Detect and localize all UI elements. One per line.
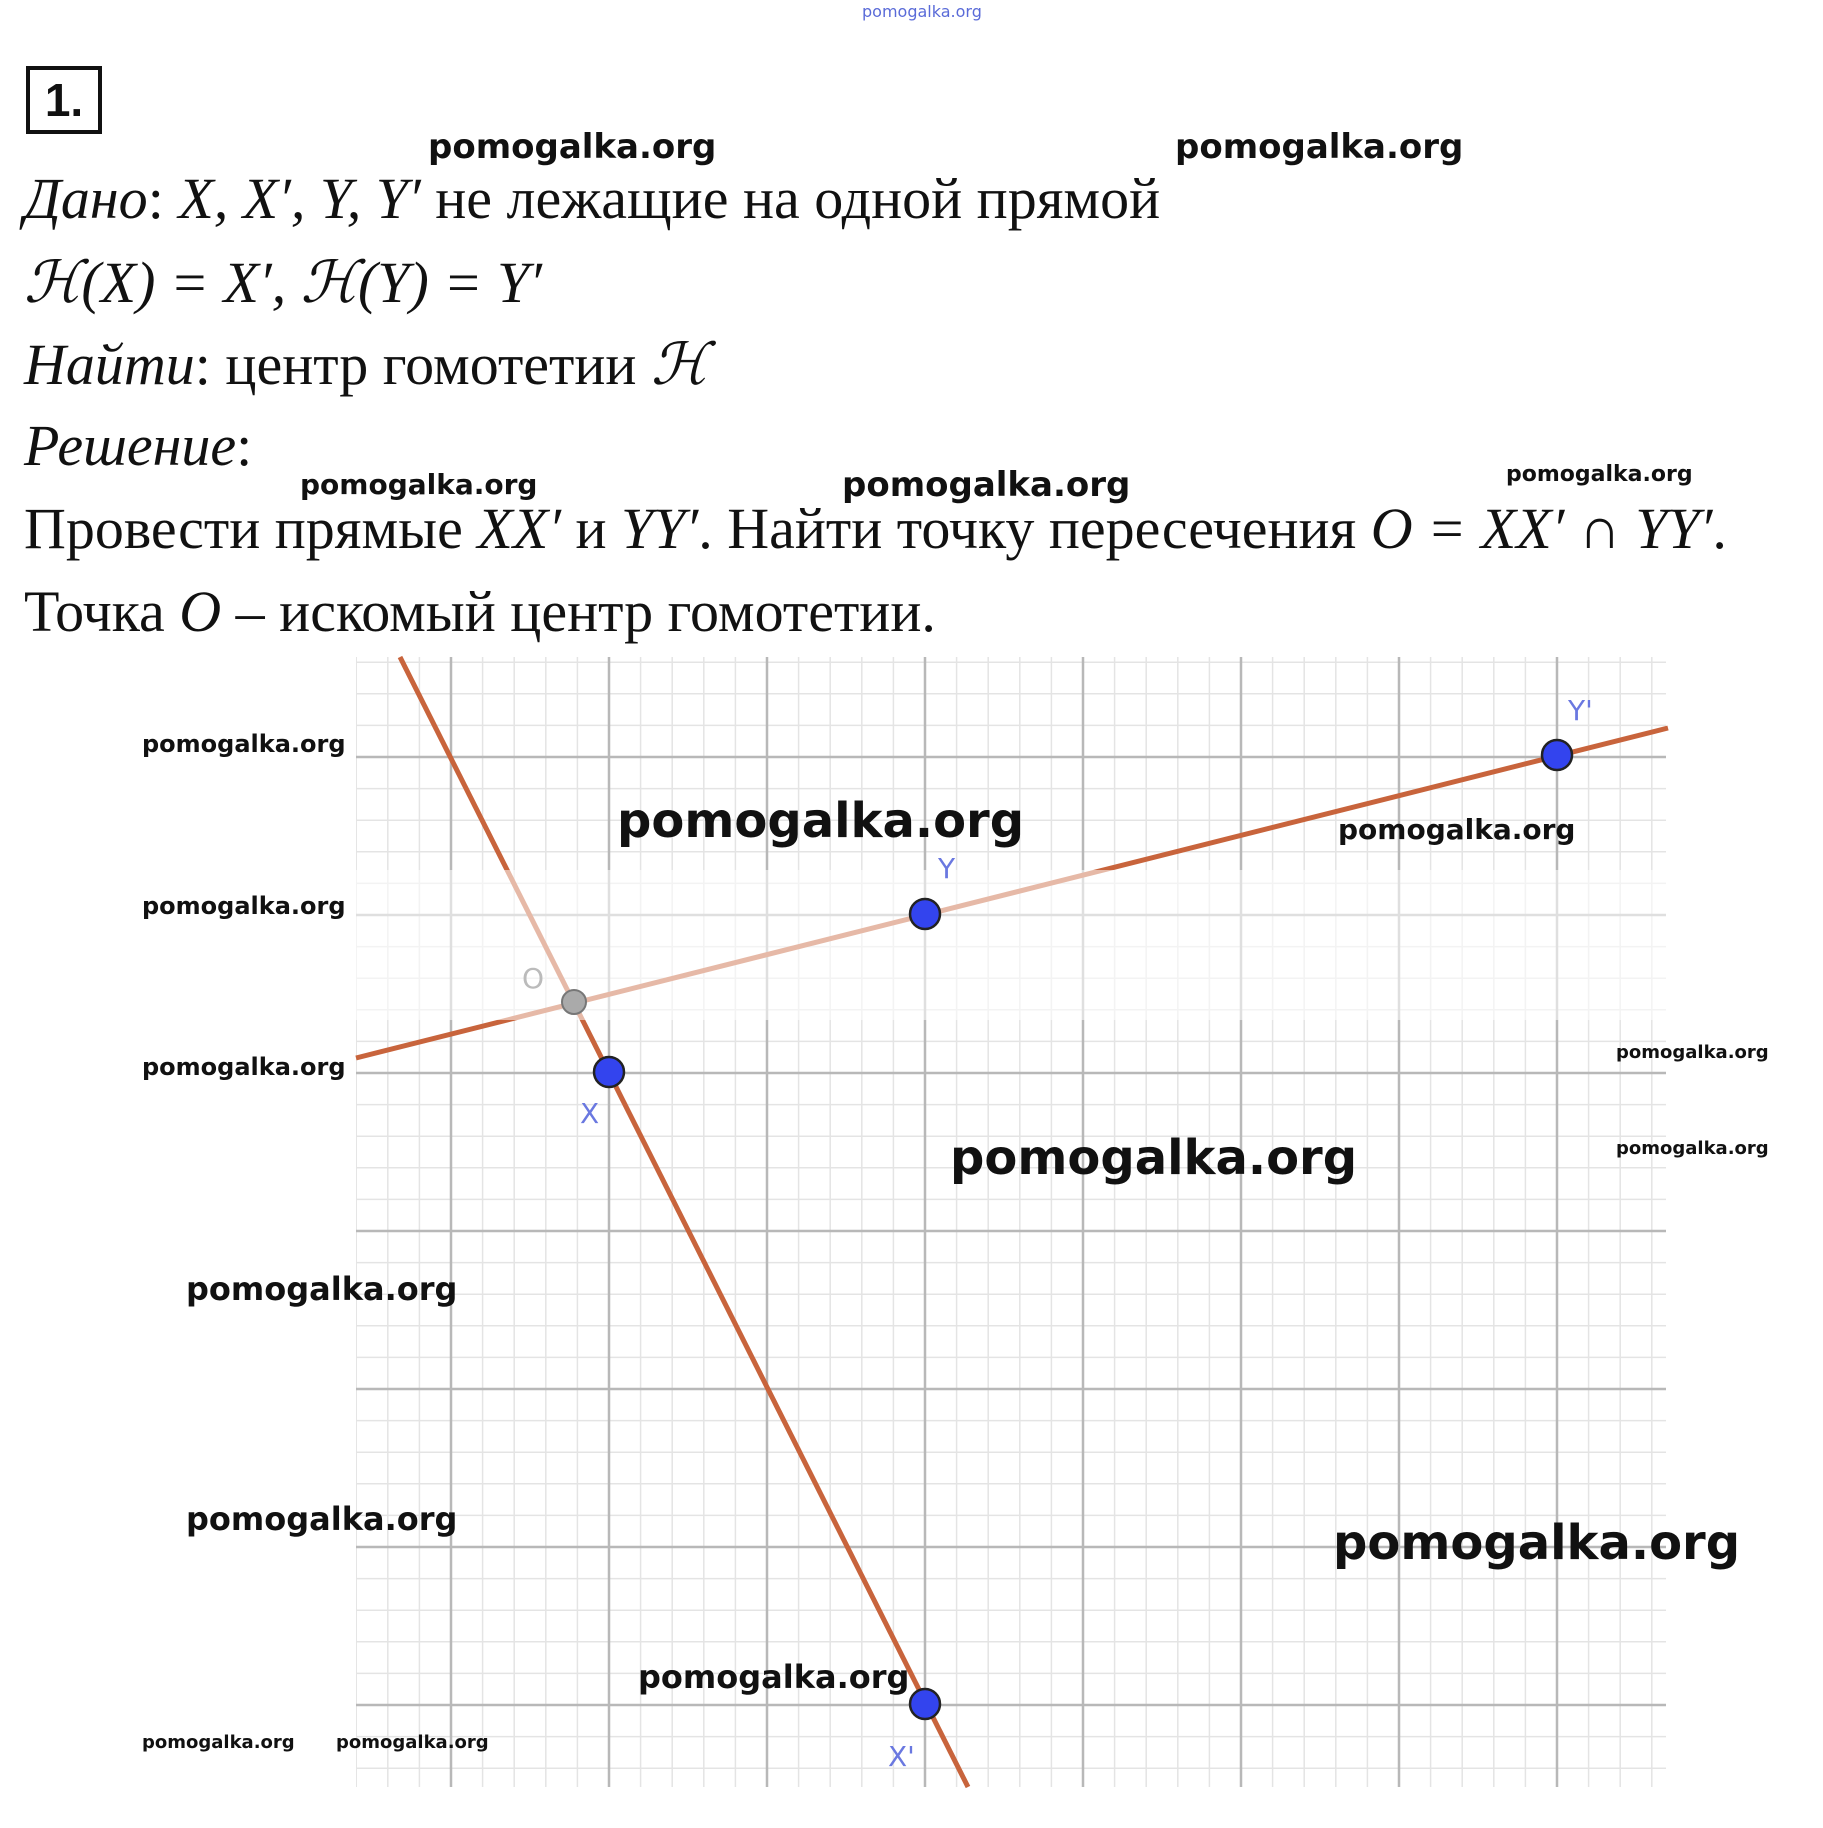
label-x-prime: X' xyxy=(888,1740,915,1773)
point-o[interactable] xyxy=(562,990,586,1014)
given-points: X, X′, Y, Y′ xyxy=(178,166,421,231)
watermark: pomogalka.org xyxy=(950,1130,1358,1186)
label-y-prime: Y' xyxy=(1568,694,1593,727)
find-rest: центр гомотетии xyxy=(210,332,651,397)
step-2-point-o: O xyxy=(179,579,222,644)
watermark: pomogalka.org xyxy=(300,468,538,501)
find-label: Найти xyxy=(24,332,195,397)
watermark: pomogalka.org xyxy=(638,1658,910,1696)
point-x[interactable] xyxy=(594,1057,624,1087)
top-watermark: pomogalka.org xyxy=(862,2,982,21)
find-symbol: ℋ xyxy=(650,332,709,397)
step-2-text-a: Точка xyxy=(24,579,180,644)
solution-label: Решение xyxy=(24,413,237,478)
given-rest: не лежащие на одной прямой xyxy=(420,166,1161,231)
watermark: pomogalka.org xyxy=(142,892,346,920)
step-1-line-yy: YY′ xyxy=(620,496,699,561)
watermark: pomogalka.org xyxy=(1333,1515,1741,1571)
watermark: pomogalka.org xyxy=(1616,1138,1769,1159)
point-x-prime[interactable] xyxy=(910,1689,940,1719)
watermark: pomogalka.org xyxy=(336,1732,489,1753)
solution-heading: Решение: xyxy=(24,413,253,478)
point-y[interactable] xyxy=(910,899,940,929)
given-line: Дано: X, X′, Y, Y′ не лежащие на одной прямой xyxy=(24,166,1161,231)
watermark: pomogalka.org xyxy=(1338,813,1576,846)
watermark: pomogalka.org xyxy=(1616,1042,1769,1063)
label-o: O xyxy=(522,962,545,995)
point-y-prime[interactable] xyxy=(1542,740,1572,770)
step-1-line-xx: XX′ xyxy=(477,496,561,561)
mapping-line: ℋ(X) = X′, ℋ(Y) = Y′ xyxy=(24,250,542,315)
fade-band xyxy=(356,870,1666,1020)
watermark: pomogalka.org xyxy=(142,1053,346,1081)
watermark: pomogalka.org xyxy=(617,793,1025,849)
task-number: 1. xyxy=(26,66,102,134)
watermark: pomogalka.org xyxy=(186,1270,458,1308)
label-y: Y xyxy=(938,852,956,885)
given-label: Дано xyxy=(24,166,148,231)
watermark: pomogalka.org xyxy=(1506,462,1693,487)
step-1-text-e: . Найти точку пересечения xyxy=(698,496,1371,561)
watermark: pomogalka.org xyxy=(842,465,1131,505)
watermark: pomogalka.org xyxy=(1175,127,1464,167)
watermark: pomogalka.org xyxy=(142,730,346,758)
watermark: pomogalka.org xyxy=(186,1500,458,1538)
find-line: Найти: центр гомотетии ℋ xyxy=(24,332,709,397)
watermark: pomogalka.org xyxy=(428,127,717,167)
label-x: X xyxy=(580,1097,600,1130)
watermark: pomogalka.org xyxy=(142,1732,295,1753)
step-2-text-c: – искомый центр гомотетии. xyxy=(221,579,936,644)
step-1-formula: O = XX′ ∩ YY′ xyxy=(1370,496,1713,561)
step-1-text-c: и xyxy=(560,496,621,561)
step-1-text-a: Провести прямые xyxy=(24,496,478,561)
step-1-period: . xyxy=(1712,496,1727,561)
